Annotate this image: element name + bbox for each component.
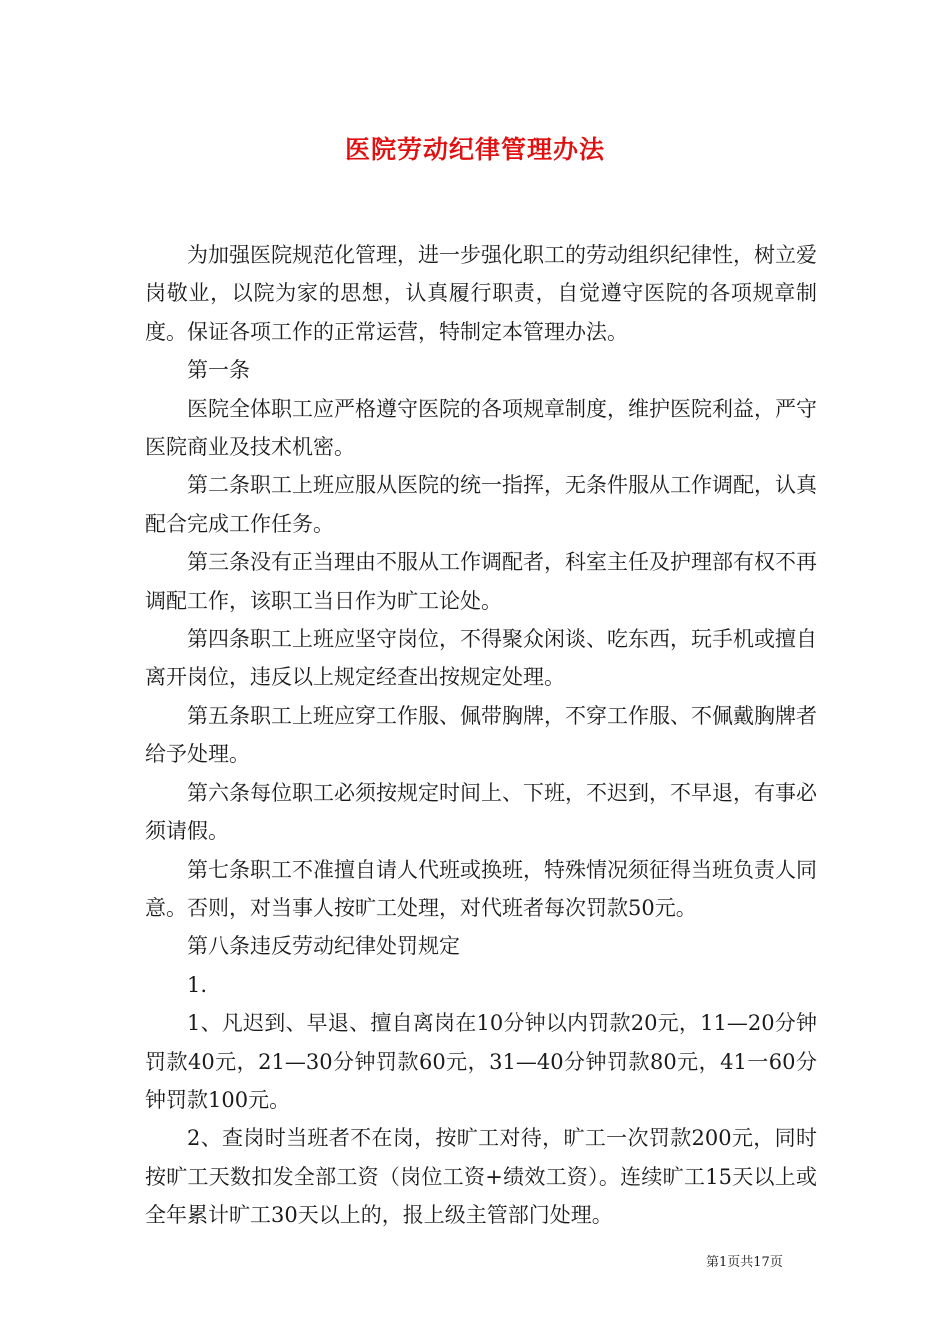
article-4: 第四条职工上班应坚守岗位，不得聚众闲谈、吃东西，玩手机或擅自离开岗位，违反以上规定经查出按规定处理。 [145, 627, 817, 690]
article-7: 第七条职工不准擅自请人代班或换班，特殊情况须征得当班负责人同意。否则，对当事人按旷工处理，对代班者每次罚款50元。 [145, 857, 817, 920]
article-5: 第五条职工上班应穿工作服、佩带胸牌，不穿工作服、不佩戴胸牌者给予处理。 [145, 703, 817, 767]
document-body [145, 236, 817, 1235]
article-6: 第六条每位职工必须按规定时间上、下班，不迟到，不早退，有事必须请假。 [145, 780, 817, 844]
page-number: 第1页共17页 [706, 1255, 783, 1270]
article-1-text: 医院全体职工应严格遵守医院的各项规章制度，维护医院利益，严守医院商业及技术机密。 [145, 396, 817, 460]
intro-paragraph: 为加强医院规范化管理，进一步强化职工的劳动组织纪律性，树立爱岗敬业，以院为家的思想，认真履行职责，自觉遵守医院的各项规章制度。保证各项工作的正常运营，特制定本管理办法。 [145, 243, 817, 344]
document-title: 医院劳动纪律管理办法 [344, 135, 605, 164]
article-8-heading: 第八条违反劳动纪律处罚规定 [187, 934, 460, 959]
penalty-item-1: 1、凡迟到、早退、擅自离岗在10分钟以内罚款20元，11—20分钟罚款40元，21—30分钟罚款60元，31—40分钟罚款80元，41一60分钟罚款100元。 [145, 1011, 817, 1112]
penalty-item-2: 2、查岗时当班者不在岗，按旷工对待，旷工一次罚款200元，同时按旷工天数扣发全部工资（岗位工资+绩效工资）。连续旷工15天以上或全年累计旷工30天以上的，报上级主管部门处理。 [145, 1126, 817, 1228]
article-1-heading: 第一条 [187, 358, 250, 383]
list-number: 1. [187, 972, 208, 997]
article-3: 第三条没有正当理由不服从工作调配者，科室主任及护理部有权不再调配工作，该职工当日作为旷工论处。 [145, 550, 817, 613]
article-2: 第二条职工上班应服从医院的统一指挥，无条件服从工作调配，认真配合完成工作任务。 [145, 473, 817, 536]
